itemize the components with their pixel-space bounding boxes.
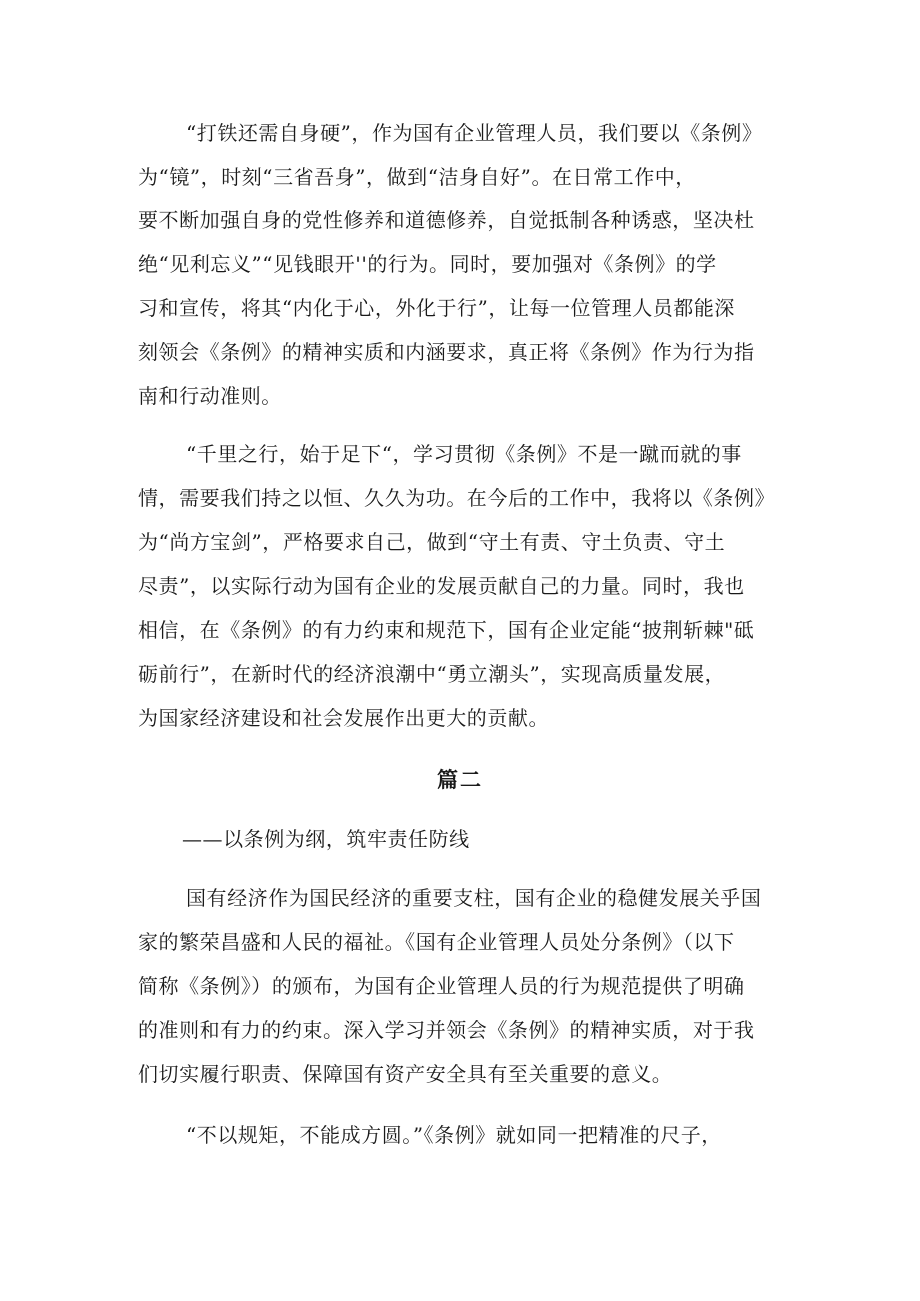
- paragraph-line: 家的繁荣昌盛和人民的福祉。《国有企业管理人员处分条例》（以下: [138, 930, 735, 954]
- section-subtitle: ——以条例为纲，筑牢责任防线: [182, 827, 470, 851]
- paragraph-line: “打铁还需自身硬”，作为国有企业管理人员，我们要以《条例》: [186, 121, 763, 145]
- paragraph-line: 砺前行”，在新时代的经济浪潮中“勇立潮头”，实现高质量发展，: [138, 662, 726, 686]
- paragraph-line: 尽责”，以实际行动为国有企业的发展贡献自己的力量。同时，我也: [138, 574, 745, 598]
- paragraph-line: 的准则和有力的约束。深入学习并领会《条例》的精神实质，对于我: [138, 1018, 755, 1042]
- section-title: 篇二: [437, 767, 483, 792]
- paragraph-line: 为“镜”，时刻“三省吾身”，做到“洁身自好”。在日常工作中，: [138, 165, 696, 189]
- paragraph-line: 国有经济作为国民经济的重要支柱，国有企业的稳健发展关乎国: [186, 886, 762, 910]
- paragraph-line: 相信，在《条例》的有力约束和规范下，国有企业定能“披荆斩棘"砥: [138, 618, 755, 642]
- paragraph-line: 刻领会《条例》的精神实质和内涵要求，真正将《条例》作为行为指: [138, 340, 755, 364]
- paragraph-line: 要不断加强自身的党性修养和道德修养，自觉抵制各种诱惑，坚决杜: [138, 208, 755, 232]
- paragraph-line: 绝“见利忘义”“见钱眼开''的行为。同时，要加强对《条例》的学: [138, 252, 717, 276]
- paragraph-line: 南和行动准则。: [138, 384, 282, 408]
- paragraph-line: 情，需要我们持之以恒、久久为功。在今后的工作中，我将以《条例》: [138, 486, 776, 510]
- paragraph-line: “不以规矩，不能成方圆。”《条例》就如同一把精准的尺子，: [186, 1123, 722, 1147]
- paragraph-line: 简称《条例》）的颁布，为国有企业管理人员的行为规范提供了明确: [138, 974, 745, 998]
- paragraph-line: 为国家经济建设和社会发展作出更大的贡献。: [138, 706, 549, 730]
- paragraph-line: 习和宣传，将其“内化于心，外化于行”，让每一位管理人员都能深: [138, 296, 735, 320]
- paragraph-line: 为“尚方宝剑”，严格要求自己，做到“守土有责、守土负责、守土: [138, 530, 726, 554]
- paragraph-line: 们切实履行职责、保障国有资产安全具有至关重要的意义。: [138, 1062, 673, 1086]
- paragraph-line: “千里之行，始于足下“，学习贯彻《条例》不是一蹴而就的事: [186, 442, 742, 466]
